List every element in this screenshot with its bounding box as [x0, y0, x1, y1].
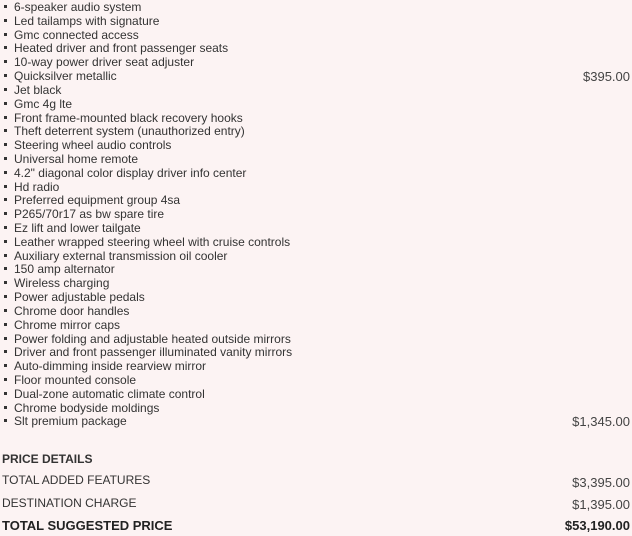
- feature-label: Quicksilver metallic: [14, 69, 117, 84]
- feature-label: Chrome bodyside moldings: [14, 400, 160, 415]
- bullet-icon: [4, 88, 7, 91]
- feature-item: [0, 138, 632, 152]
- feature-label: Led tailamps with signature: [14, 13, 160, 28]
- feature-label: Preferred equipment group 4sa: [14, 193, 181, 208]
- total-added-features-label: TOTAL ADDED FEATURES: [2, 473, 151, 487]
- total-suggested-price-row: [0, 518, 632, 536]
- bullet-icon: [4, 157, 7, 160]
- feature-item: [0, 401, 632, 415]
- bullet-icon: [4, 364, 7, 367]
- feature-label: Chrome door handles: [14, 303, 130, 318]
- bullet-icon: [4, 102, 7, 105]
- feature-item: [0, 262, 632, 276]
- feature-item: [0, 207, 632, 221]
- bullet-icon: [4, 171, 7, 174]
- destination-charge-value: $1,395.00: [572, 497, 630, 512]
- bullet-icon: [4, 129, 7, 132]
- feature-label: Auto-dimming inside rearview mirror: [14, 359, 207, 374]
- feature-item: [0, 14, 632, 28]
- feature-label: Power folding and adjustable heated outside mirrors: [14, 331, 291, 346]
- feature-item: [0, 414, 632, 428]
- feature-item: [0, 290, 632, 304]
- feature-label: Universal home remote: [14, 151, 139, 166]
- feature-label: 150 amp alternator: [14, 262, 115, 277]
- feature-item: [0, 221, 632, 235]
- destination-charge-label: DESTINATION CHARGE: [2, 496, 137, 510]
- feature-label: Steering wheel audio controls: [14, 138, 172, 153]
- feature-label: Leather wrapped steering wheel with cruise controls: [14, 234, 291, 249]
- feature-item: [0, 235, 632, 249]
- feature-item: [0, 166, 632, 180]
- feature-item: [0, 345, 632, 359]
- feature-label: P265/70r17 as bw spare tire: [14, 207, 165, 222]
- feature-item: [0, 28, 632, 42]
- feature-item: [0, 41, 632, 55]
- feature-label: Slt premium package: [14, 414, 127, 429]
- bullet-icon: [4, 254, 7, 257]
- feature-label: 6-speaker audio system: [14, 0, 142, 14]
- feature-label: Gmc 4g lte: [14, 96, 73, 111]
- bullet-icon: [4, 33, 7, 36]
- feature-item: [0, 193, 632, 207]
- price-details-heading: PRICE DETAILS: [2, 452, 93, 466]
- bullet-icon: [4, 378, 7, 381]
- bullet-icon: [4, 419, 7, 422]
- feature-label: Gmc connected access: [14, 27, 139, 42]
- bullet-icon: [4, 392, 7, 395]
- feature-label: Wireless charging: [14, 276, 110, 291]
- bullet-icon: [4, 240, 7, 243]
- feature-item: [0, 124, 632, 138]
- feature-item: [0, 318, 632, 332]
- bullet-icon: [4, 143, 7, 146]
- bullet-icon: [4, 60, 7, 63]
- bullet-icon: [4, 323, 7, 326]
- feature-item: [0, 152, 632, 166]
- bullet-icon: [4, 185, 7, 188]
- total-added-features-row: [0, 472, 632, 490]
- feature-item: [0, 332, 632, 346]
- feature-item: [0, 180, 632, 194]
- bullet-icon: [4, 46, 7, 49]
- feature-label: Auxiliary external transmission oil cooler: [14, 248, 228, 263]
- feature-item: [0, 359, 632, 373]
- bullet-icon: [4, 5, 7, 8]
- feature-item: [0, 83, 632, 97]
- feature-label: Front frame-mounted black recovery hooks: [14, 110, 243, 125]
- bullet-icon: [4, 74, 7, 77]
- bullet-icon: [4, 309, 7, 312]
- bullet-icon: [4, 337, 7, 340]
- total-added-features-value: $3,395.00: [572, 475, 630, 490]
- feature-item: [0, 276, 632, 290]
- feature-label: Heated driver and front passenger seats: [14, 41, 229, 56]
- feature-label: Driver and front passenger illuminated vanity mirrors: [14, 345, 293, 360]
- bullet-icon: [4, 350, 7, 353]
- feature-label: Floor mounted console: [14, 372, 137, 387]
- bullet-icon: [4, 226, 7, 229]
- feature-item: [0, 69, 632, 83]
- feature-item: [0, 111, 632, 125]
- feature-label: Hd radio: [14, 179, 60, 194]
- feature-label: Jet black: [14, 82, 62, 97]
- bullet-icon: [4, 212, 7, 215]
- feature-item: [0, 0, 632, 14]
- feature-label: Dual-zone automatic climate control: [14, 386, 205, 401]
- bullet-icon: [4, 406, 7, 409]
- bullet-icon: [4, 281, 7, 284]
- bullet-icon: [4, 267, 7, 270]
- bullet-icon: [4, 19, 7, 22]
- feature-label: Chrome mirror caps: [14, 317, 121, 332]
- feature-item: [0, 97, 632, 111]
- feature-label: 10-way power driver seat adjuster: [14, 55, 195, 70]
- feature-item: [0, 249, 632, 263]
- total-suggested-price-label: TOTAL SUGGESTED PRICE: [2, 518, 173, 533]
- feature-label: 4.2" diagonal color display driver info center: [14, 165, 247, 180]
- bullet-icon: [4, 116, 7, 119]
- feature-price: $1,345.00: [572, 414, 630, 430]
- destination-charge-row: [0, 495, 632, 513]
- feature-item: [0, 373, 632, 387]
- total-suggested-price-value: $53,190.00: [564, 518, 630, 533]
- bullet-icon: [4, 198, 7, 201]
- feature-label: Theft deterrent system (unauthorized entry): [14, 124, 245, 139]
- feature-price: $395.00: [583, 69, 630, 85]
- feature-label: Power adjustable pedals: [14, 290, 145, 305]
- bullet-icon: [4, 295, 7, 298]
- feature-item: [0, 55, 632, 69]
- feature-label: Ez lift and lower tailgate: [14, 221, 141, 235]
- feature-item: [0, 304, 632, 318]
- feature-item: [0, 387, 632, 401]
